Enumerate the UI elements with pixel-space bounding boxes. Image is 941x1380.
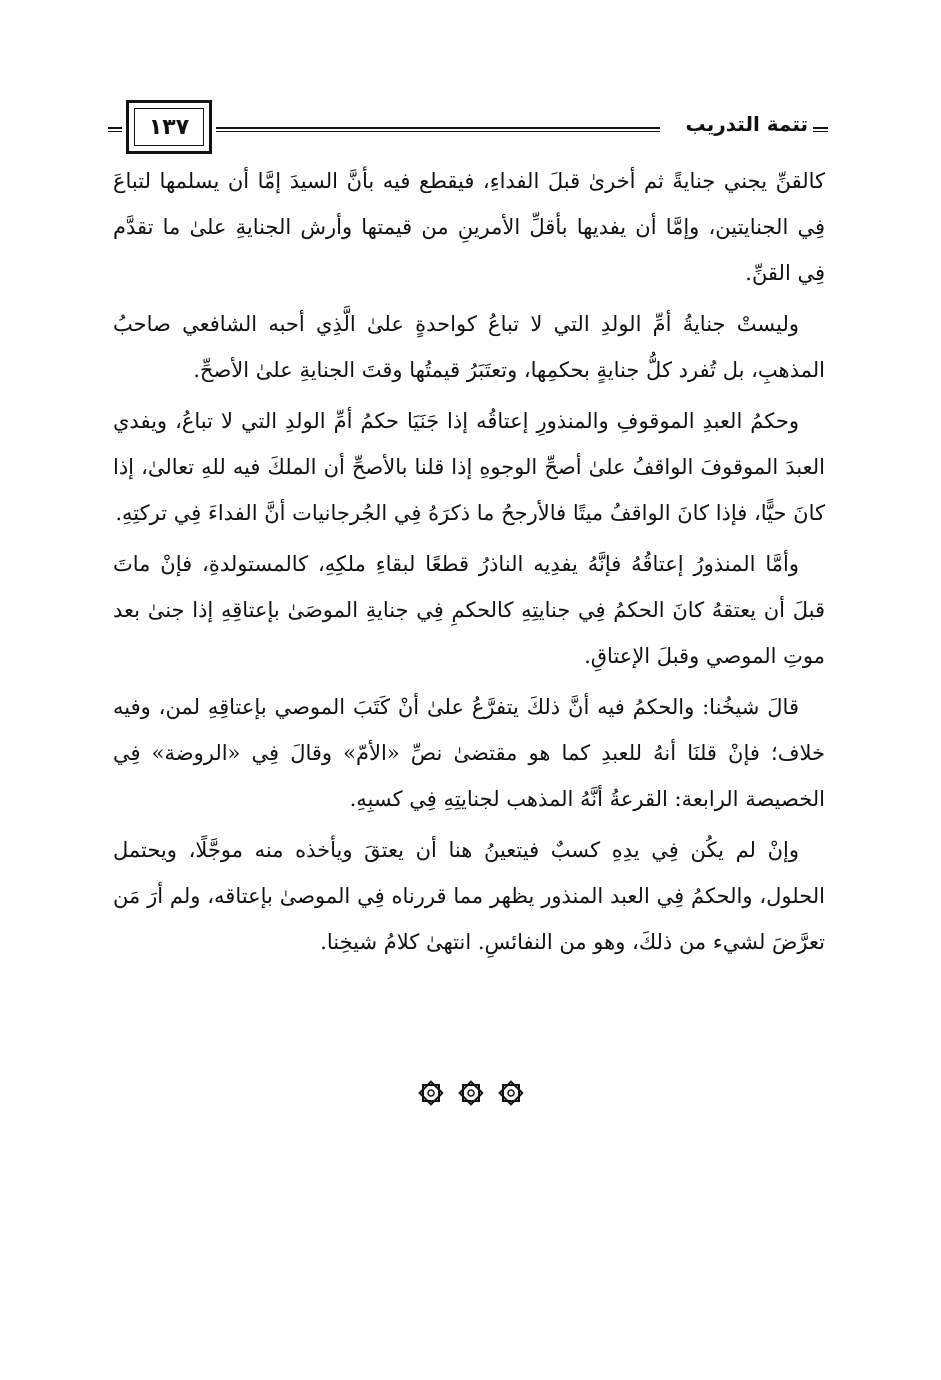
page-number: ١٣٧ — [148, 114, 190, 140]
end-of-section-ornaments — [0, 1080, 941, 1106]
paragraph: وحكمُ العبدِ الموقوفِ والمنذورِ إعتاقُه إذا جَنَيَا حكمُ أمِّ الولدِ التي لا تباعُ، ويفدي العبدَ الموقوفَ الواقفُ علىٰ أصحِّ الوجوهِ إذا قلنا بالأصحِّ أن الملكَ فيه للهِ تعالىٰ، إذا كانَ حيًّا، فإذا كانَ الواقفُ ميتًا فالأرجحُ ما ذكرَهُ فِي الجُرجانيات أنَّ الفداءَ فِي تركتِهِ. — [113, 409, 825, 525]
header-rule-middle — [216, 127, 660, 132]
page-number-frame — [126, 100, 212, 154]
eight-point-star-ornament-icon — [498, 1080, 524, 1106]
page-body — [113, 158, 825, 965]
paragraph: كالقنِّ يجني جنايةً ثم أخرىٰ قبلَ الفداءِ، فيقطع فيه بأنَّ السيدَ إمَّا أن يسلمها لتباعَ فِي الجنايتين، وإمَّا أن يفديها بأقلِّ الأمرينِ من قيمتها وأرش الجنايةِ علىٰ ما تقدَّم فِي القنِّ. — [113, 169, 825, 285]
page-header — [108, 100, 828, 158]
running-title: تتمة التدريب — [685, 112, 808, 136]
paragraph: قالَ شيخُنا: والحكمُ فيه أنَّ ذلكَ يتفرَّعُ علىٰ أنْ كَتَبَ الموصي بإعتاقِهِ لمن، وفيه خلاف؛ فإنْ قلنَا أنهُ للعبدِ كما هو مقتضىٰ نصِّ «الأمّ» وقالَ فِي «الروضة» فِي الخصيصة الرابعة: القرعةُ أنَّهُ المذهب لجنايتِهِ فِي كسبِهِ. — [113, 695, 825, 811]
eight-point-star-ornament-icon — [418, 1080, 444, 1106]
header-rule-right — [813, 127, 828, 132]
eight-point-star-ornament-icon — [458, 1080, 484, 1106]
paragraph: وأمَّا المنذورُ إعتاقُهُ فإنَّهُ يفدِيه الناذرُ قطعًا لبقاءِ ملكِهِ، كالمستولدةِ، فإنْ ماتَ قبلَ أن يعتقهُ كانَ الحكمُ فِي جنايتِهِ كالحكمِ فِي جنايةِ الموصَىٰ بإعتاقِهِ إذا جنىٰ بعد موتِ الموصي وقبلَ الإعتاقِ. — [113, 552, 825, 668]
paragraph: وإنْ لم يكُن فِي يدِهِ كسبٌ فيتعينُ هنا أن يعتقَ ويأخذه منه موجَّلًا، ويحتمل الحلول، والحكمُ فِي العبد المنذور يظهر مما قررناه فِي الموصىٰ بإعتاقه، ولم أرَ مَن تعرَّضَ لشيء من ذلكَ، وهو من النفائسِ. انتهىٰ كلامُ شيخِنا. — [113, 838, 825, 954]
header-rule-left — [108, 127, 122, 132]
page-number-frame-inner — [134, 108, 204, 146]
paragraph: وليستْ جنايةُ أمِّ الولدِ التي لا تباعُ كواحدةٍ علىٰ الَّذِي أحبه الشافعي صاحبُ المذهبِ، بل تُفرد كلُّ جنايةٍ بحكمِها، وتعتَبَرُ قيمتُها وقتَ الجنايةِ علىٰ الأصحِّ. — [113, 312, 825, 382]
